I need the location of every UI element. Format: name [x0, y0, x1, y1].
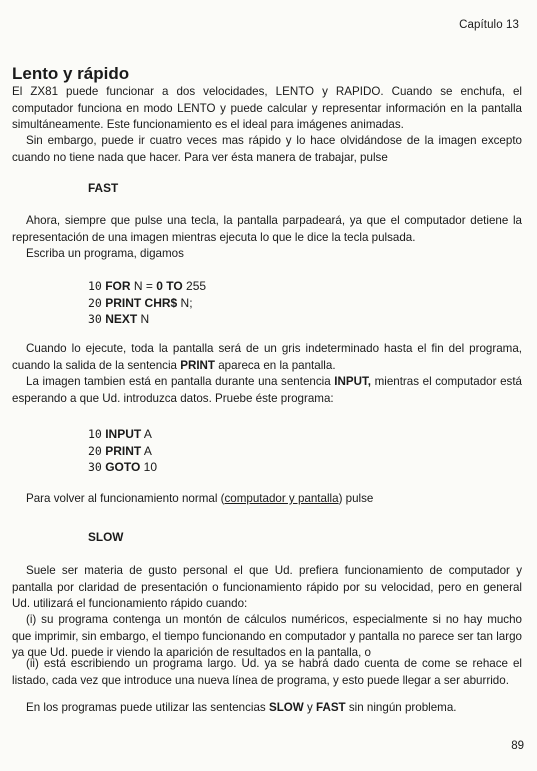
- paragraph-case-i: (i) su programa contenga un montón de cálculos numéricos, especialmente si no hay mucho que imprimir, sin embargo, el tiempo funcionando en computador y pantalla no parece ser tan largo ya que Ud. puede ir viendo la aparición de resultados en la pantalla, o: [12, 613, 522, 659]
- section-title: Lento y rápido: [12, 64, 130, 83]
- paragraph-case-ii: (ii) está escribiendo un programa largo. Ud. ya se habrá dado cuenta de come se rehace el listado, cada vez que introduce una nueva línea de programa, y esto puede llegar a ser aburrido.: [12, 657, 522, 687]
- code-line: 30 GOTO 10: [88, 460, 158, 474]
- code-line: 20 PRINT CHR$ N;: [88, 295, 193, 310]
- paragraph-intro: El ZX81 puede funcionar a dos velocidades, LENTO y RAPIDO. Cuando se enchufa, el computador funciona en modo LENTO y puede calcular y representar información en la pantalla simultáneamente. Este funcionamiento es el ideal para imágenes animadas.: [12, 85, 522, 131]
- paragraph-preference: Suele ser materia de gusto personal el que Ud. prefiera funcionamiento de computador y pantalla por claridad de presentación o funcionamiento rápido por su velocidad, pero en general Ud. utilizará el funcionamiento rápido cuando:: [12, 564, 522, 610]
- code-line: 20 PRINT A: [88, 443, 152, 458]
- page-number: 89: [511, 740, 524, 752]
- paragraph-closing: En los programas puede utilizar las sentencias SLOW y FAST sin ningún problema.: [26, 701, 457, 714]
- paragraph-fast-intro: Sin embargo, puede ir cuatro veces mas rápido y lo hace olvidándose de la imagen excepto cuando no tiene nada que hacer. Para ver ésta manera de trabajar, pulse: [12, 134, 522, 164]
- keyword-slow: SLOW: [88, 530, 124, 544]
- code-line: 30 NEXT N: [88, 312, 150, 326]
- paragraph-normal-mode: Para volver al funcionamiento normal (computador y pantalla) pulse: [26, 492, 374, 505]
- keyword-fast: FAST: [88, 181, 119, 195]
- code-listing-1: [88, 278, 206, 328]
- paragraph-flicker: Ahora, siempre que pulse una tecla, la pantalla parpadeará, ya que el computador detiene la representación de una imagen mientras ejecuta lo que le dice la tecla pulsada.: [12, 214, 522, 244]
- chapter-header: Capítulo 13: [459, 19, 519, 31]
- code-line: 10 INPUT A: [88, 427, 152, 441]
- paragraph-input: La imagen tambien está en pantalla durante una sentencia INPUT, mientras el computador está esperando a que Ud. introduzca datos. Pruebe éste programa:: [12, 375, 522, 405]
- paragraph-gray-screen: Cuando lo ejecute, toda la pantalla será de un gris indeterminado hasta el fin del programa, cuando la salida de la sentencia PRINT apareca en la pantalla.: [12, 342, 522, 372]
- code-line: 10 FOR N = 0 TO 255: [88, 279, 207, 293]
- paragraph-write-program: Escriba un programa, digamos: [26, 247, 184, 260]
- code-listing-2: [88, 426, 157, 476]
